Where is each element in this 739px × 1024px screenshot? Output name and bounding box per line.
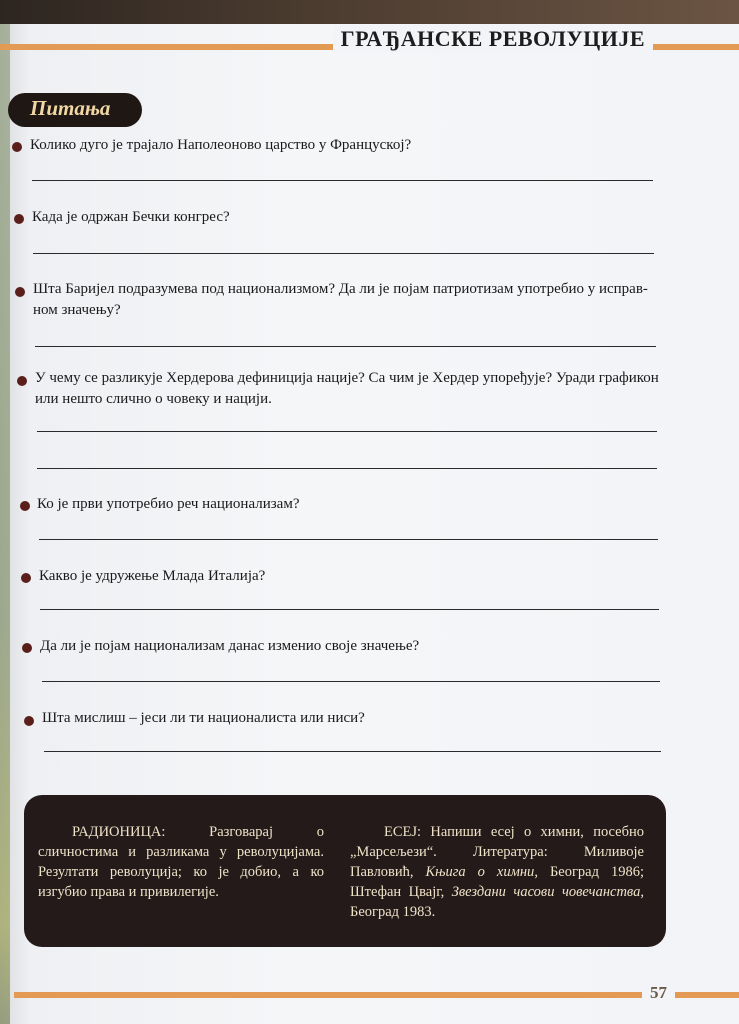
- section-heading: [8, 93, 142, 127]
- answer-line-4a[interactable]: [37, 431, 657, 432]
- chapter-title: ГРАЂАНСКЕ РЕВОЛУЦИЈЕ: [333, 25, 653, 53]
- essay-book-title-2: Звездани часови човечанства: [451, 884, 641, 900]
- essay-text-part-2: , Београд 1986; Штефан Цвајг,: [350, 864, 645, 900]
- question-2: Када је одржан Бечки конгрес?: [32, 209, 230, 225]
- question-3-line-2: ном значењу?: [33, 302, 121, 318]
- page-number: 57: [642, 983, 675, 1003]
- question-1: Колико дуго је трајало Наполеоново царство у Француској?: [30, 137, 412, 153]
- essay-text: [350, 822, 644, 922]
- bullet-icon: [20, 501, 30, 511]
- book-spine-edge: [0, 24, 10, 1024]
- question-7: Да ли је појам национализам данас изменио своје значење?: [40, 638, 420, 654]
- bullet-icon: [12, 142, 22, 152]
- question-4-line-1: У чему се разликује Хердерова дефиниција нације? Са чим је Хердер упоређује? Уради графикон: [35, 370, 659, 386]
- bullet-icon: [24, 716, 34, 726]
- section-heading-label: Питања: [30, 96, 111, 120]
- essay-book-title-1: Књига о химни: [425, 864, 535, 880]
- answer-line-7[interactable]: [42, 681, 660, 682]
- activity-box: [24, 795, 666, 947]
- answer-line-8[interactable]: [44, 751, 661, 752]
- answer-line-5[interactable]: [39, 539, 658, 540]
- bullet-icon: [21, 573, 31, 583]
- essay-text-part-1: ЕСЕЈ: Напиши есеј о химни, посебно „Марсељези“. Литература: Миливоје Павловић,: [350, 824, 644, 880]
- answer-line-2[interactable]: [33, 253, 654, 254]
- question-8: Шта мислиш – јеси ли ти националиста или ниси?: [42, 710, 365, 726]
- answer-line-1[interactable]: [32, 180, 653, 181]
- bullet-icon: [17, 376, 27, 386]
- question-6: Какво је удружење Млада Италија?: [39, 568, 266, 584]
- bullet-icon: [14, 214, 24, 224]
- question-4-line-2: или нешто слично о човеку и нацији.: [35, 391, 272, 407]
- answer-line-6[interactable]: [40, 609, 659, 610]
- answer-line-4b[interactable]: [37, 468, 657, 469]
- question-3-line-1: Шта Баријел подразумева под национализмом? Да ли је појам патриотизам употребио у исправ-: [33, 281, 648, 297]
- bullet-icon: [22, 643, 32, 653]
- workshop-text: РАДИОНИЦА: Разговарај о сличностима и разликама у револуцијама. Резултати револуција; ко је добио, а ко изгубио права и привилегије.: [38, 824, 324, 900]
- question-5: Ко је први употребио реч национализам?: [37, 496, 300, 512]
- footer-rule: [14, 992, 739, 998]
- answer-line-3[interactable]: [35, 346, 656, 347]
- essay-text-part-3: , Београд 1983.: [350, 884, 644, 920]
- bullet-icon: [15, 287, 25, 297]
